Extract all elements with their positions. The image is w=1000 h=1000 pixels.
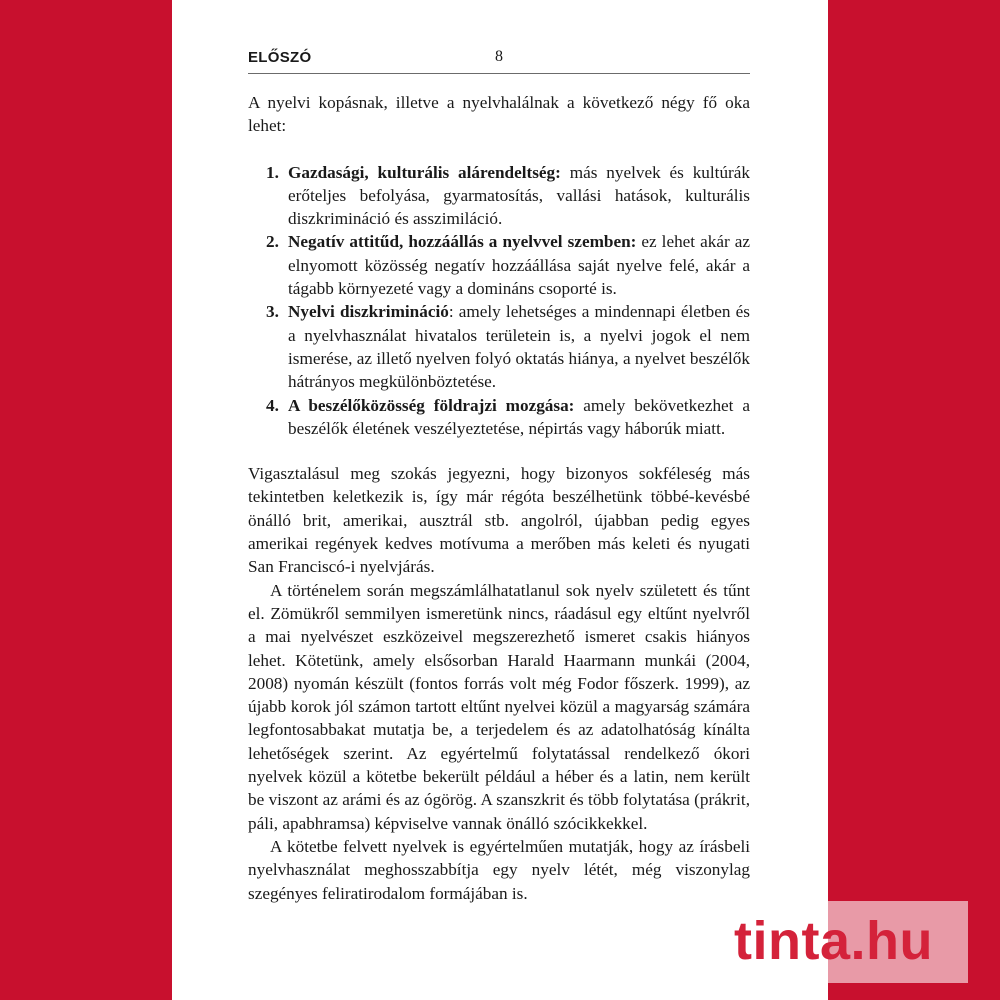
body-paragraph: A történelem során megszámlálhatatlanul sok nyelv született és tűnt el. Zömükről semmilyen ismeretünk nincs, ráadásul egy eltűnt nyelvről a mai nyelvészet eszközeivel megszerezhető ismeret csakis hiányos lehet. Kötetünk, amely elsősorban Harald Haarmann munkái (2004, 2008) nyomán készült (fontos forrás volt még Fodor főszerk. 1999), az újabb korok jól számon tartott eltűnt nyelvei közül a magyarság számára legfontosabbakat mutatja be, a terjedelem és az adatolhatóság kínálta lehetőségek szerint. Az egyértelmű folytatással rendelkező ókori nyelvek közül a kötetbe bekerült például a héber és a latin, nem került be viszont az arámi és az ógörög. A szanszkrit és több folytatása (prákrit, páli, apabhramsa) képviselve vannak önálló szócikkekkel.	[248, 580, 750, 833]
page-body	[248, 91, 750, 905]
running-header	[248, 49, 750, 74]
list-item	[266, 230, 750, 300]
list-number: 1.	[266, 162, 279, 182]
list-term: Nyelvi diszkrimináció	[288, 302, 449, 322]
watermark-logo: tinta.hu	[734, 911, 933, 971]
list-term: Negatív attitűd, hozzáállás a nyelvvel szemben:	[288, 232, 637, 252]
page-number: 8	[495, 48, 503, 65]
list-item	[266, 300, 750, 393]
list-number: 2.	[266, 232, 279, 252]
list-text: ez lehet akár az elnyomott közösség negatív hozzáállása saját nyelve felé, akár a tágabb környezeté vagy a domináns csoporté is.	[288, 232, 750, 299]
list-item	[266, 161, 750, 231]
chapter-title: ELŐSZÓ	[248, 49, 312, 66]
book-page	[172, 0, 828, 1000]
list-number: 4.	[266, 395, 279, 415]
list-term: A beszélőközösség földrajzi mozgása:	[288, 395, 575, 415]
body-paragraph: A kötetbe felvett nyelvek is egyértelműen mutatják, hogy az írásbeli nyelvhasználat meghosszabbítja egy nyelv létét, még viszonylag szegényes feliratirodalom formájában is.	[248, 836, 750, 903]
list-text: más nyelvek és kultúrák erőteljes befolyása, gyarmatosítás, vallási hatások, kulturális diszkrimináció és asszimiláció.	[288, 162, 750, 229]
list-item	[266, 394, 750, 441]
list-text: amely bekövetkezhet a beszélők életének veszélyeztetése, népirtás vagy háborúk miatt.	[288, 395, 750, 438]
list-term: Gazdasági, kulturális alárendeltség:	[288, 162, 561, 182]
body-paragraph: Vigasztalásul meg szokás jegyezni, hogy bizonyos sokféleség más tekintetben keletkezik is, így már régóta beszélhetünk többé-kevésbé önálló brit, amerikai, ausztrál stb. angolról, újabban pedig egyes amerikai regények kedves motívuma a merőben más keleti és nyugati San Franciscó-i nyelvjárás.	[248, 464, 750, 577]
list-text: : amely lehetséges a mindennapi életben és a nyelvhasználat hivatalos területein is, a nyelvi jogok el nem ismerése, az illető nyelven folyó oktatás hiánya, a nyelvet beszélők hátrányos megkülönböztetése.	[288, 302, 750, 392]
intro-paragraph: A nyelvi kopásnak, illetve a nyelvhalálnak a következő négy fő oka lehet:	[248, 93, 750, 136]
causes-list	[248, 161, 750, 441]
list-number: 3.	[266, 302, 279, 322]
